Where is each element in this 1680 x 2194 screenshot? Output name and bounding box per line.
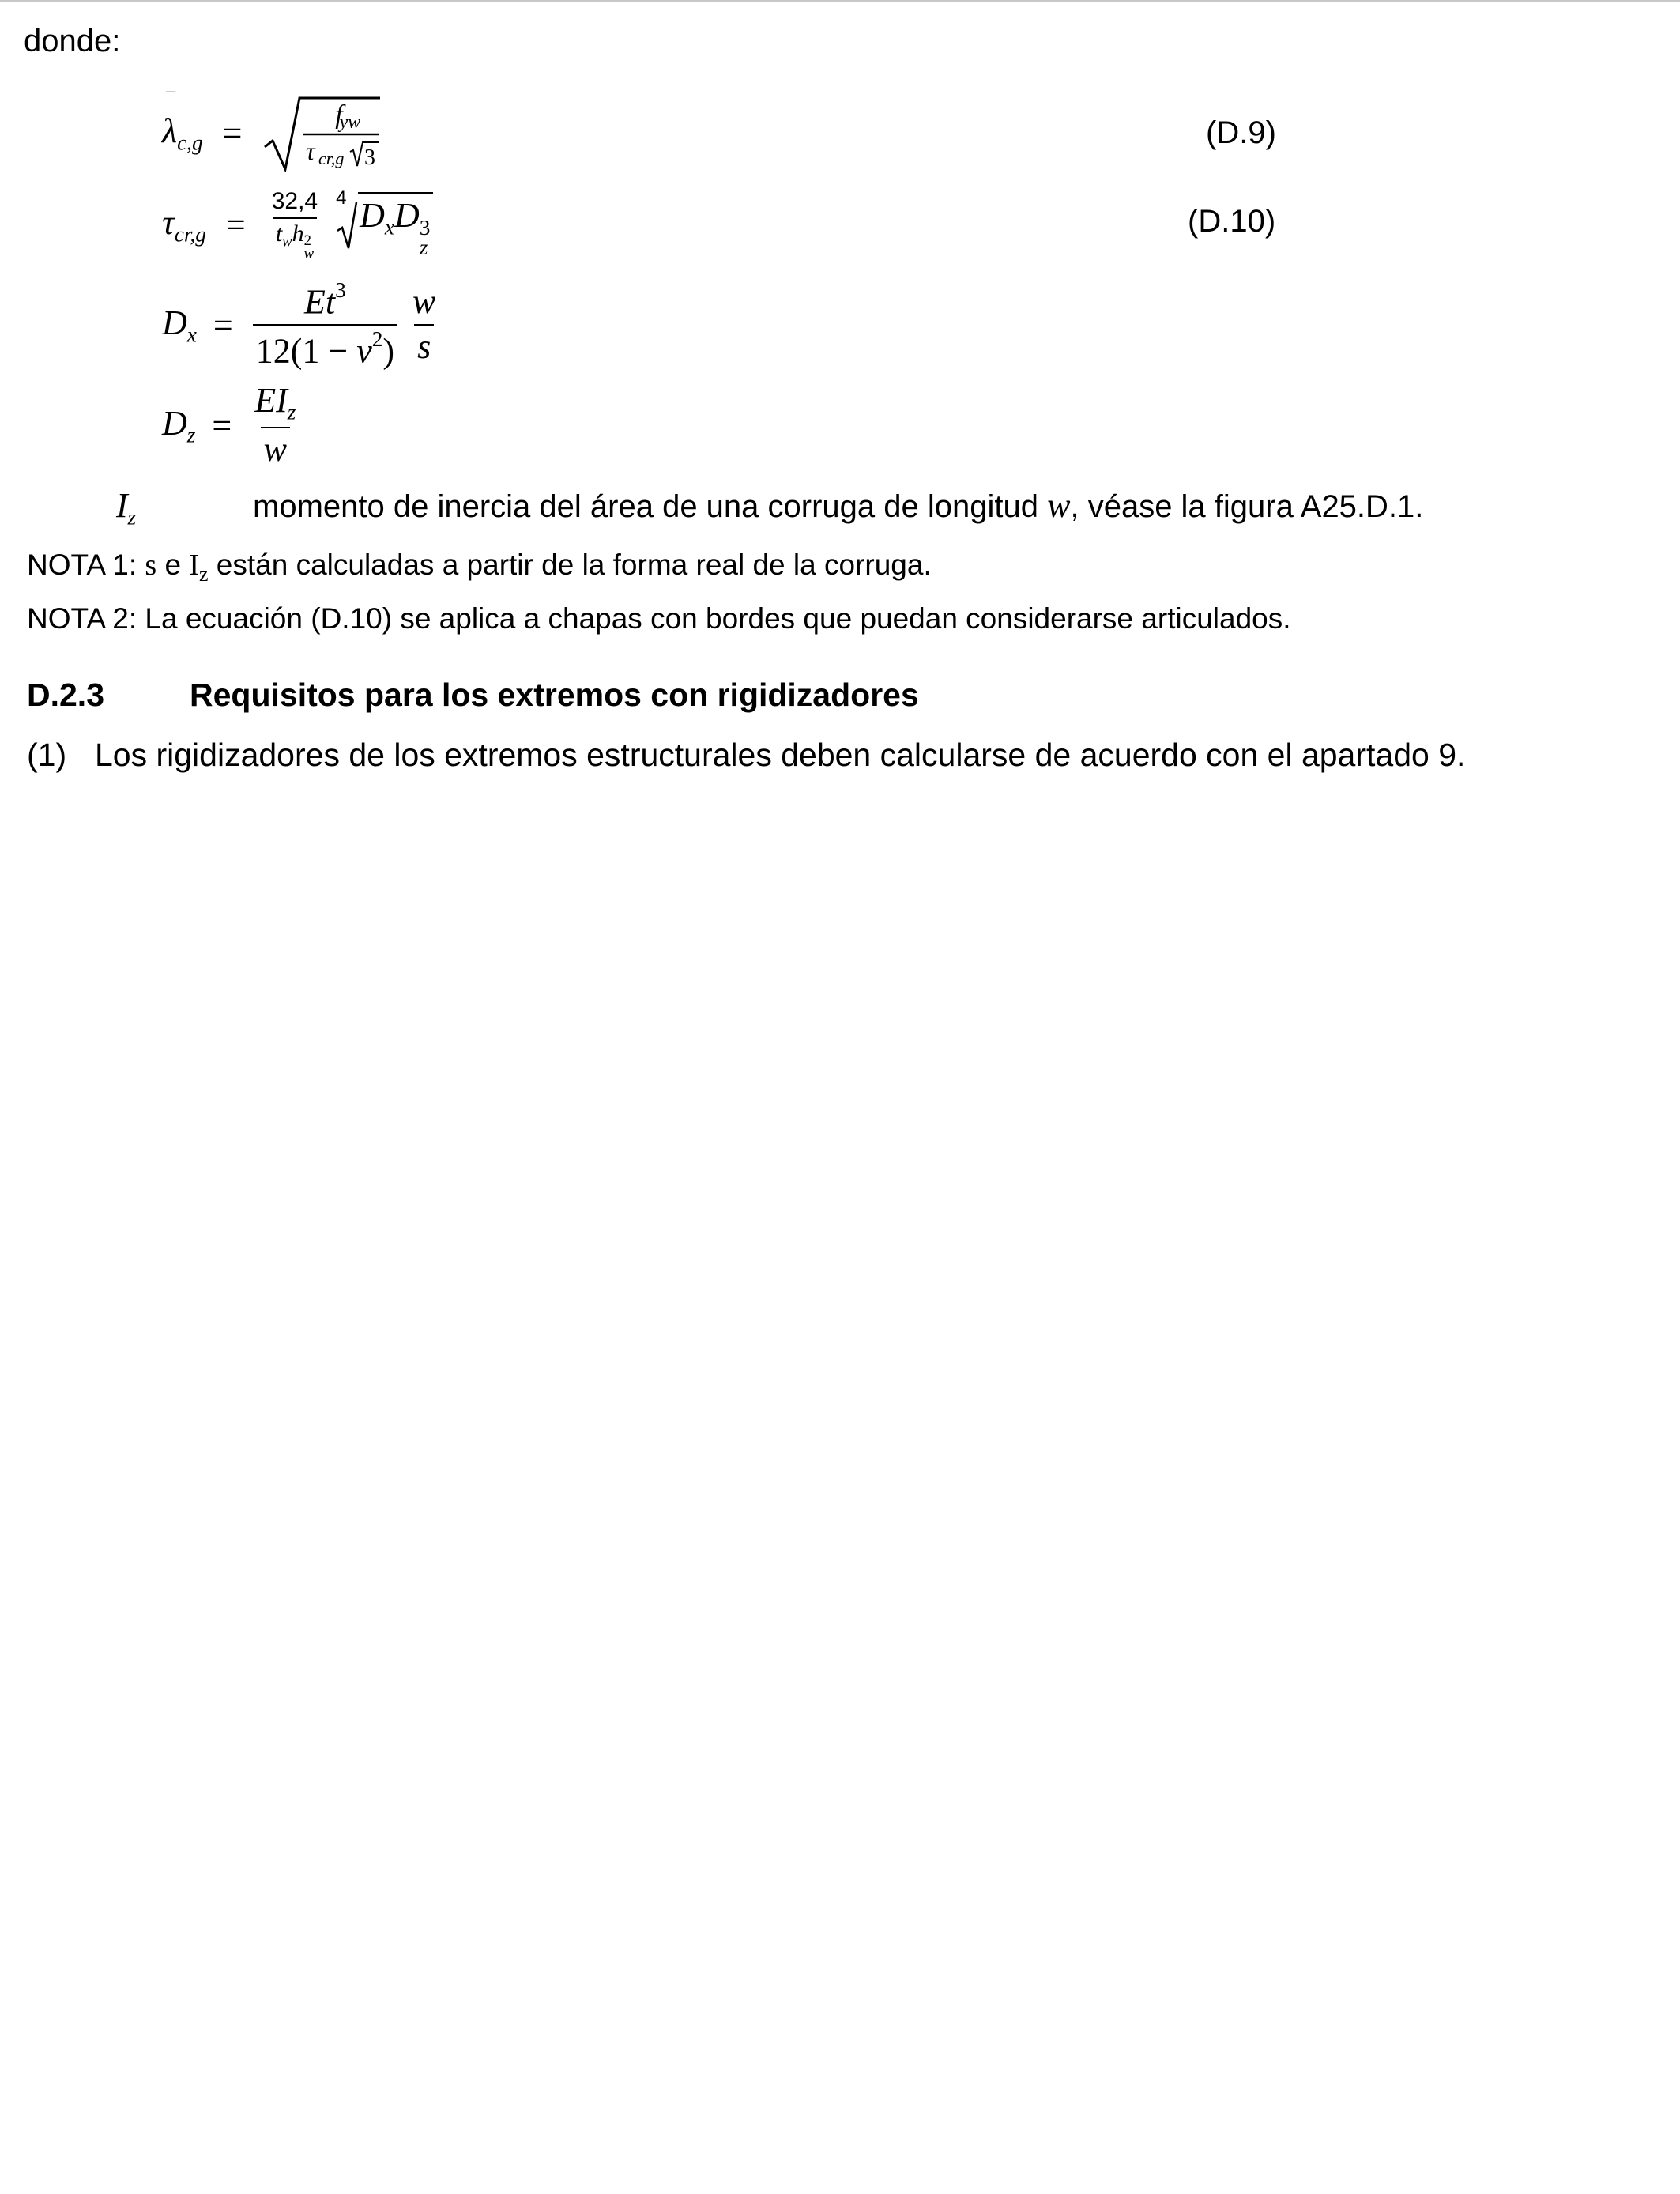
svg-text:τ: τ <box>306 137 315 165</box>
definition-symbol: $I_z$ <box>116 486 137 530</box>
section-number: D.2.3 <box>27 677 104 713</box>
equation-dz: $D_z$ = $\frac{EI_z}{w}$ <box>162 381 296 469</box>
svg-text:cr,g: cr,g <box>318 149 345 168</box>
root-index: 4 <box>336 187 347 209</box>
note-2 <box>27 602 1291 635</box>
svg-text:f: f <box>335 100 344 130</box>
equation-d9: λ ‾ $_{c,g}$ = f yw τ cr,g 3 <box>162 93 380 172</box>
equation-number-d9: (D.9) <box>1206 115 1276 150</box>
intro-text: donde: <box>24 24 121 58</box>
note-1-label: NOTA 1: <box>27 548 137 581</box>
note-2-label: NOTA 2: <box>27 602 137 635</box>
equation-number-d10: (D.10) <box>1188 204 1276 239</box>
paragraph-text: Los rigidizadores de los extremos estructurales deben calcularse de acuerdo con el apartado 9. <box>95 737 1466 773</box>
fraction-d10: 32,4 $t_wh$ 2 w <box>269 188 321 262</box>
svg-text:yw: yw <box>340 112 361 133</box>
section-title: Requisitos para los extremos con rigidizadores <box>190 677 919 713</box>
equation-dx: $D_x$ = $\frac{Et^3}{12(1 - \nu^2)}$ $\frac{w}{s}$ <box>162 278 436 371</box>
square-root-sign <box>262 93 380 172</box>
paragraph-number: (1) <box>27 737 67 773</box>
fourth-root: 4 $D_xD$ 3 z <box>336 192 433 257</box>
note-1: NOTA 1: s e $I_z$ están calculadas a partir de la forma real de la corruga. <box>27 548 932 586</box>
equation-d10: $\tau_{cr,g}$ = 32,4 $t_wh$ 2 w 4 $D_xD$ 3 z <box>162 188 433 267</box>
top-border-line <box>0 0 1680 2</box>
note-2-text: La ecuación (D.10) se aplica a chapas con bordes que puedan considerarse articulados. <box>145 602 1291 635</box>
definition-text: momento de inercia del área de una corruga de longitud w, véase la figura A25.D.1. <box>253 486 1424 525</box>
svg-text:3: 3 <box>364 145 376 170</box>
coefficient: 32,4 <box>271 188 318 214</box>
